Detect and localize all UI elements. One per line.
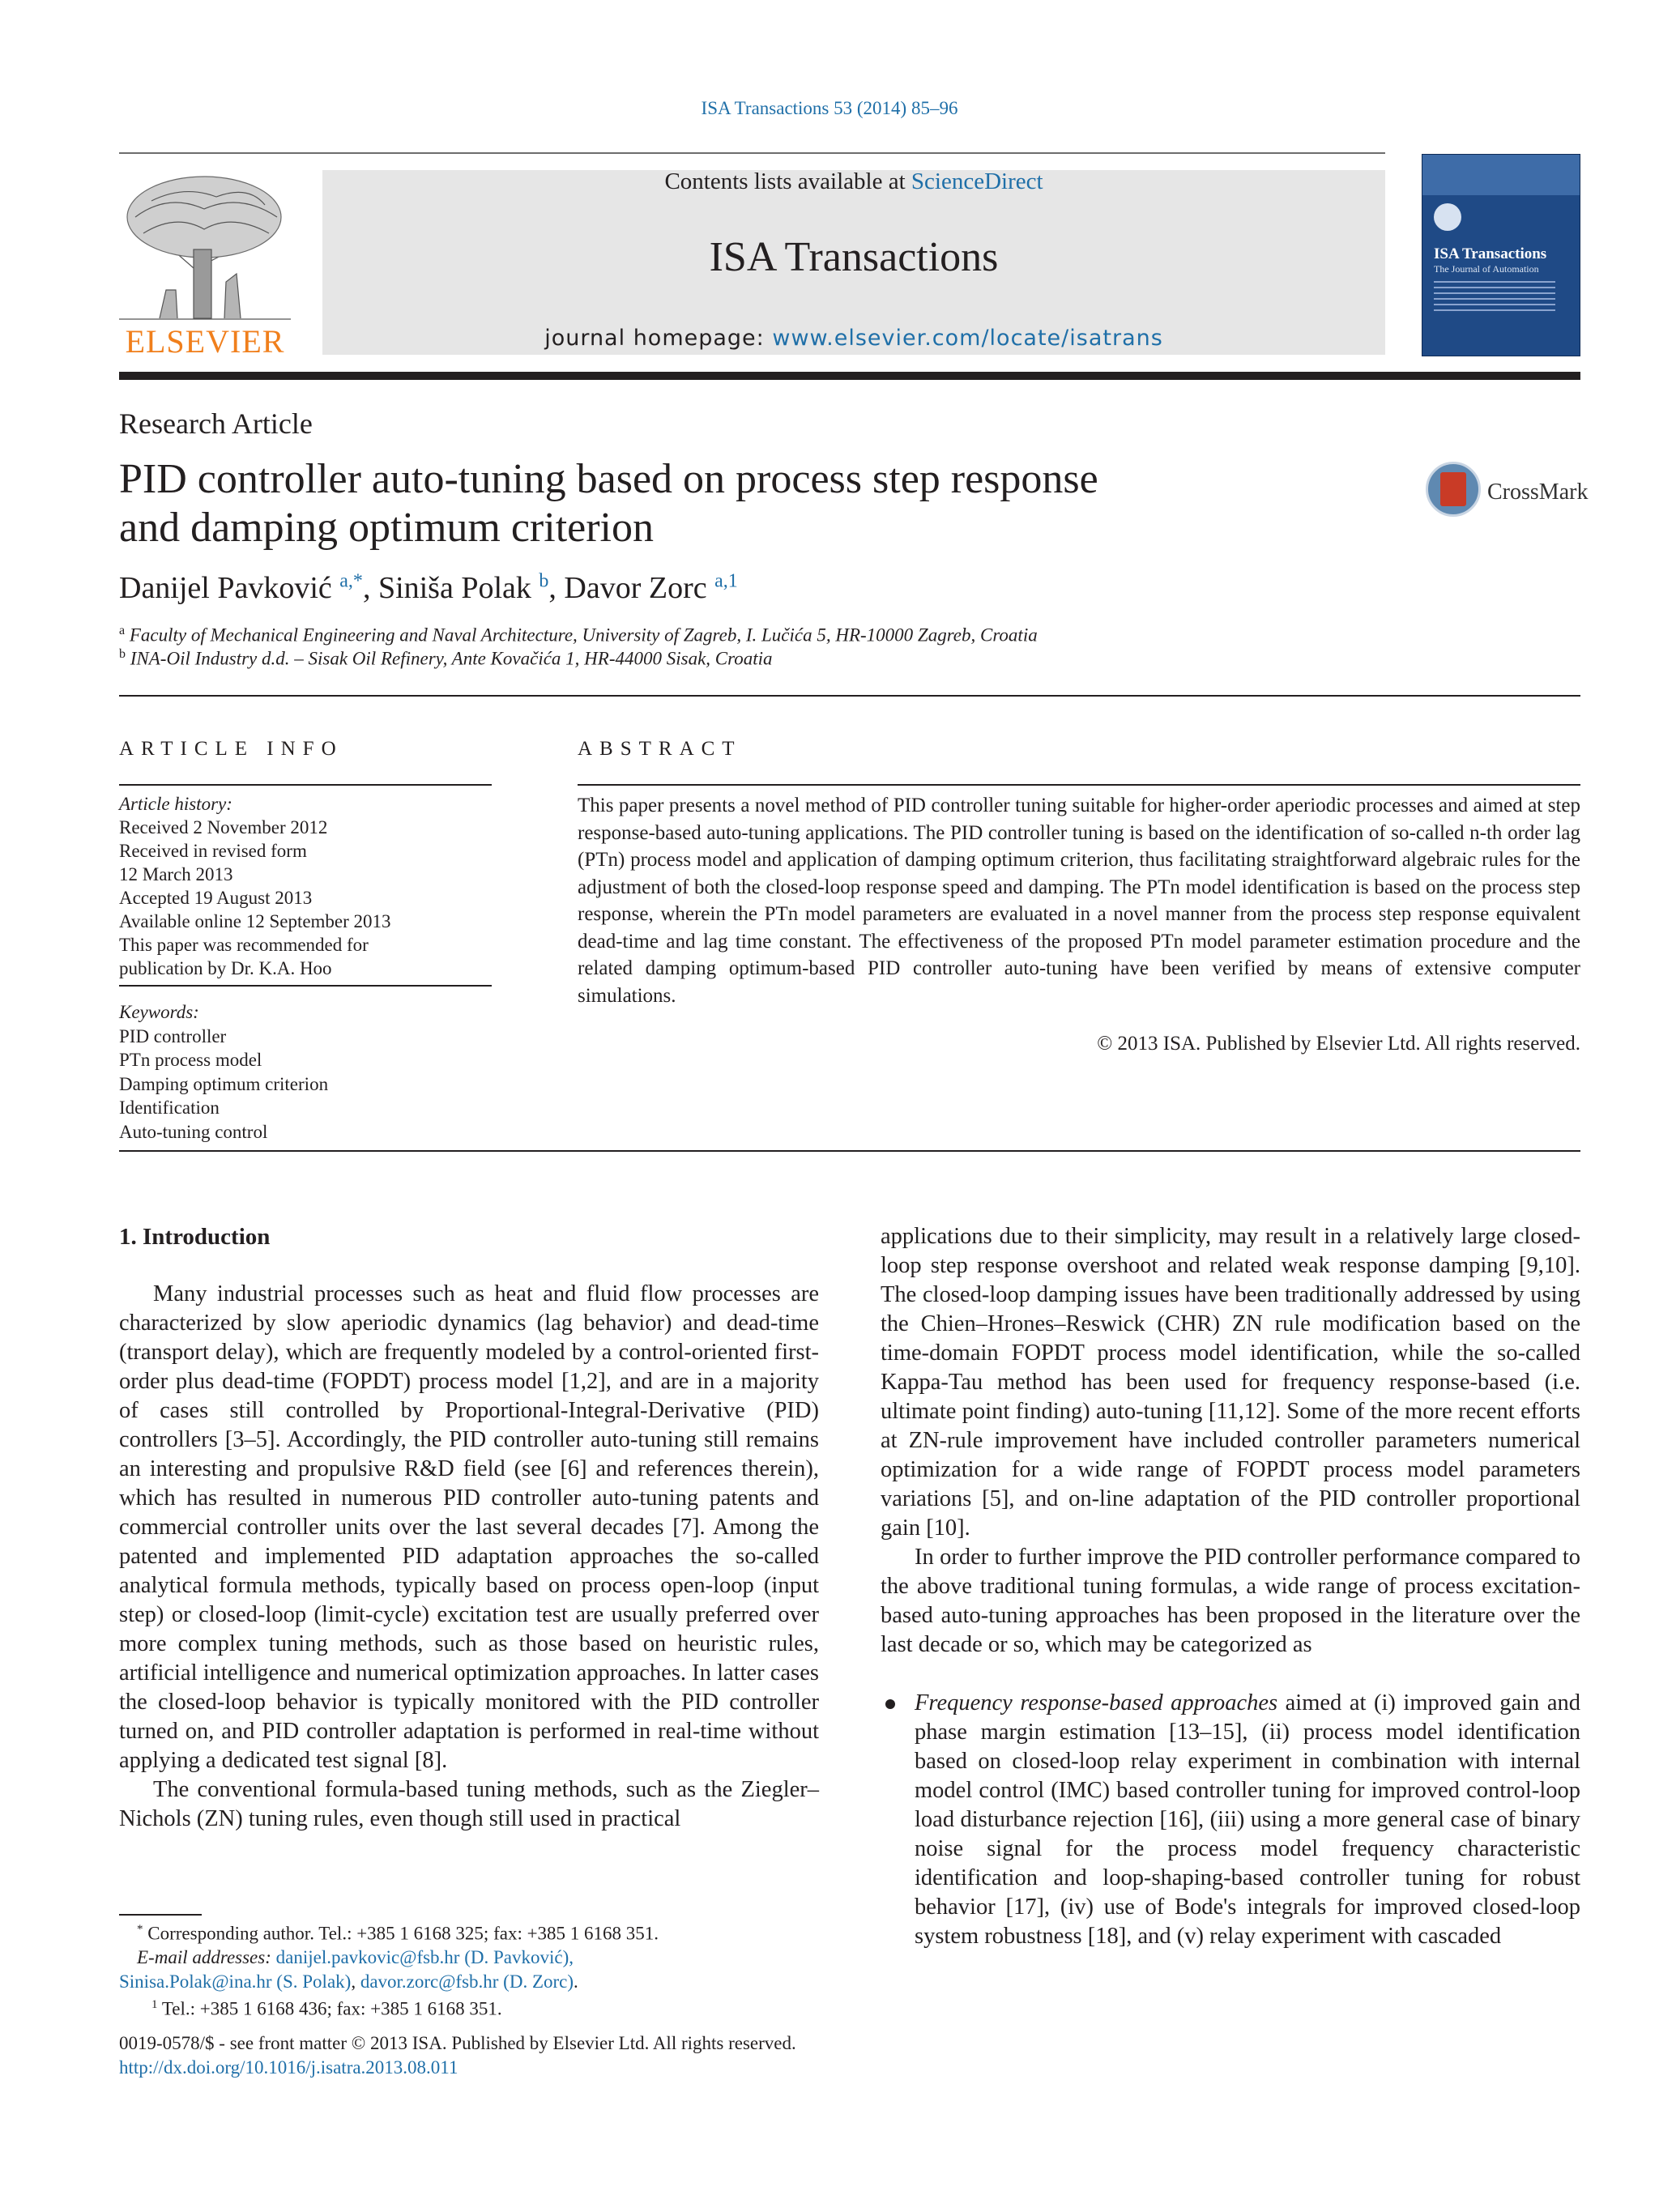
crossmark-icon (1426, 462, 1481, 517)
history-item: publication by Dr. K.A. Hoo (119, 958, 332, 978)
keyword: Auto-tuning control (119, 1121, 268, 1142)
author-affiliation-mark[interactable]: a,* (339, 570, 363, 592)
keywords (119, 1000, 492, 1144)
email-separator: , (351, 1971, 360, 1992)
journal-homepage-link[interactable]: www.elsevier.com/locate/isatrans (772, 326, 1163, 351)
keywords-label: Keywords: (119, 1002, 199, 1022)
footnote-1-text: Tel.: +385 1 6168 436; fax: +385 1 6168 351. (161, 1998, 502, 2019)
section-heading: 1. Introduction (119, 1224, 271, 1250)
paragraph: Many industrial processes such as heat and fluid flow processes are characterized by slow aperiodic dynamics (lag behavior) and dead-time (transport delay), which are frequently modeled by a control-oriented first-order plus dead-time (FOPDT) process model [1,2], and are in a majority of cases still controlled by Proportional-Integral-Derivative (PID) controllers [3–5]. Accordingly, the PID controller auto-tuning still remains an interesting and propulsive R&D field (see [6] and references therein), which has resulted in numerous PID controller auto-tuning patents and commercial controller units over the last several decades [7]. Among the patented and implemented PID adaptation approaches the so-called analytical formula methods, typically based on process open-loop (input step) or closed-loop (limit-cycle) excitation test are usually preferred over more complex tuning methods, such as those based on heuristic rules, artificial intelligence and numerical optimization approaches. In latter cases the closed-loop behavior is typically monitored with the PID controller turned on, and PID controller adaptation is performed in real-time without applying a dedicated test signal [8]. (119, 1281, 819, 1773)
history-item: Received 2 November 2012 (119, 817, 328, 837)
header-thick-rule (119, 372, 1580, 380)
abstract-copyright: © 2013 ISA. Published by Elsevier Ltd. All rights reserved. (1097, 1033, 1580, 1055)
keyword: Identification (119, 1097, 220, 1118)
bullet-item (881, 1689, 1580, 1951)
crossmark-button[interactable] (1426, 462, 1589, 520)
doi-link[interactable]: http://dx.doi.org/10.1016/j.isatra.2013.08.011 (119, 2057, 458, 2078)
keyword: PTn process model (119, 1050, 262, 1070)
journal-homepage-line (322, 326, 1385, 351)
corresponding-text: Corresponding author. Tel.: +385 1 6168 325; fax: +385 1 6168 351. (147, 1923, 659, 1944)
article-title (119, 455, 1334, 552)
divider (119, 695, 1580, 697)
footnote-rule (119, 1914, 202, 1916)
footnotes (119, 1918, 848, 2021)
footnote-emails-cont (119, 1970, 848, 1994)
history-item: Available online 12 September 2013 (119, 911, 391, 931)
footnote-corresponding: * Corresponding author. Tel.: +385 1 6168 325; fax: +385 1 6168 351. (137, 1923, 659, 1944)
cover-subtitle: The Journal of Automation (1434, 263, 1539, 275)
email-label: E-mail addresses: (137, 1947, 276, 1968)
author-name: Siniša Polak (377, 571, 531, 605)
affiliation (119, 624, 1038, 646)
author-list: Danijel Pavković $^{a,*}$, Siniša Polak $^b$, Davor Zorc $^{a,1}$ (119, 570, 738, 605)
bullet-dot-icon (885, 1699, 895, 1709)
issn-line: 0019-0578/$ - see front matter © 2013 ISA. Published by Elsevier Ltd. All rights reserved. (119, 2033, 796, 2053)
body-column-right (881, 1222, 1580, 1951)
cover-title: ISA Transactions (1434, 245, 1547, 262)
footnote-1 (119, 1993, 848, 2021)
email-link[interactable]: davor.zorc@fsb.hr (D. Zorc) (360, 1971, 574, 1992)
contents-prefix: Contents lists available at (664, 168, 911, 194)
email-end: . (574, 1971, 578, 1992)
body-column-left (119, 1280, 819, 1834)
affiliation-mark: a (119, 624, 126, 637)
history-item: Received in revised form (119, 841, 307, 861)
crossmark-label: CrossMark (1487, 479, 1589, 505)
article-type: Research Article (119, 407, 313, 440)
journal-reference-link[interactable]: ISA Transactions 53 (2014) 85–96 (701, 98, 958, 118)
tree-logo-icon (119, 168, 291, 322)
top-rule (119, 152, 1385, 154)
bullet-lead: Frequency response-based approaches (915, 1690, 1278, 1715)
elsevier-logo (119, 168, 291, 360)
contents-line (322, 168, 1385, 195)
paragraph: The conventional formula-based tuning methods, such as the Ziegler–Nichols (ZN) tuning rules, even though still used in practical (119, 1777, 819, 1831)
footnote-mark: 1 (151, 1998, 158, 2012)
author-affiliation-mark[interactable]: b (539, 570, 549, 592)
keyword: PID controller (119, 1025, 227, 1046)
divider (119, 1150, 1580, 1152)
cover-text-lines (1434, 281, 1555, 315)
affiliation-text: Faculty of Mechanical Engineering and Naval Architecture, University of Zagreb, I. Lučića 5, HR-10000 Zagreb, Croatia (129, 624, 1038, 646)
email-link[interactable]: danijel.pavkovic@fsb.hr (D. Pavković), (275, 1947, 574, 1968)
affiliation-mark: b (119, 647, 126, 661)
title-line-1: PID controller auto-tuning based on process step response (119, 456, 1098, 502)
sciencedirect-link[interactable]: ScienceDirect (911, 168, 1043, 194)
journal-cover-image (1422, 154, 1580, 356)
elsevier-wordmark: ELSEVIER (125, 323, 285, 360)
divider (119, 985, 492, 987)
journal-name: ISA Transactions (709, 234, 999, 280)
history-item: This paper was recommended for (119, 935, 369, 955)
history-label: Article history: (119, 794, 232, 814)
paragraph: In order to further improve the PID controller performance compared to the above traditional tuning formulas, a wide range of process excitation-based auto-tuning approaches has been proposed in the literature over the last decade or so, which may be categorized as (881, 1545, 1580, 1657)
history-item: 12 March 2013 (119, 864, 233, 884)
title-line-2: and damping optimum criterion (119, 505, 654, 551)
keyword: Damping optimum criterion (119, 1073, 329, 1094)
bullet-text: aimed at (i) improved gain and phase margin estimation [13–15], (ii) process model identification based on closed-loop relay experiment in combination with internal model control (IMC) based controller tuning for improved control-loop load disturbance rejection [16], (iii) using a more general case of binary noise signal for the process model frequency characteristic identification and loop-shaping-based controller tuning for robust behavior [17], (iv) use of Bode's integrals for improved closed-loop system robustness [18], and (v) relay experiment with cascaded (915, 1690, 1580, 1949)
history-item: Accepted 19 August 2013 (119, 888, 313, 908)
author-affiliation-mark[interactable]: a,1 (714, 570, 738, 592)
author-name: Davor Zorc (564, 571, 707, 605)
abstract-heading: ABSTRACT (578, 738, 742, 760)
footnote-emails (119, 1946, 848, 1970)
cover-band (1422, 155, 1580, 195)
affiliation-text: INA-Oil Industry d.d. – Sisak Oil Refinery, Ante Kovačića 1, HR-44000 Sisak, Croatia (130, 648, 773, 669)
homepage-prefix: journal homepage: (544, 326, 773, 351)
divider (578, 784, 1580, 786)
divider (119, 784, 492, 786)
author-name: Danijel Pavković (119, 571, 332, 605)
article-history (119, 792, 492, 980)
email-link[interactable]: Sinisa.Polak@ina.hr (S. Polak) (119, 1971, 352, 1992)
paragraph: applications due to their simplicity, may result in a relatively large closed-loop step response overshoot and related weak response damping [9,10]. The closed-loop damping issues have been traditionally addressed by using the Chien–Hrones–Reswick (CHR) ZN rule modification based on the time-domain FOPDT process model identification, while the so-called Kappa-Tau method has been used for frequency response-based (i.e. ultimate point finding) auto-tuning [11,12]. Some of the more recent efforts at ZN-rule improvement have included controller parameters numerical optimization for a wide range of FOPDT process model parameters variations [5], and on-line adaptation of the PID controller proportional gain [10]. (881, 1224, 1580, 1541)
abstract-text: This paper presents a novel method of PID controller tuning suitable for higher-order aperiodic processes and aimed at step response-based auto-tuning applications. The PID controller tuning is based on the identification of so-called n-th order lag (PTn) process model and application of damping optimum criterion, thus facilitating straightforward algebraic rules for the adjustment of both the closed-loop response speed and damping. The PTn model identification is based on the process step response, wherein the PTn model parameters are evaluated in a novel manner from the process step response equivalent dead-time and lag time constant. The effectiveness of the proposed PTn model parameter estimation procedure and the related damping optimum-based PID controller auto-tuning have been verified by means of extensive computer simulations. (578, 795, 1580, 1007)
affiliation (119, 647, 773, 670)
isa-emblem-icon (1434, 203, 1461, 231)
article-info-heading: ARTICLE INFO (119, 738, 343, 760)
